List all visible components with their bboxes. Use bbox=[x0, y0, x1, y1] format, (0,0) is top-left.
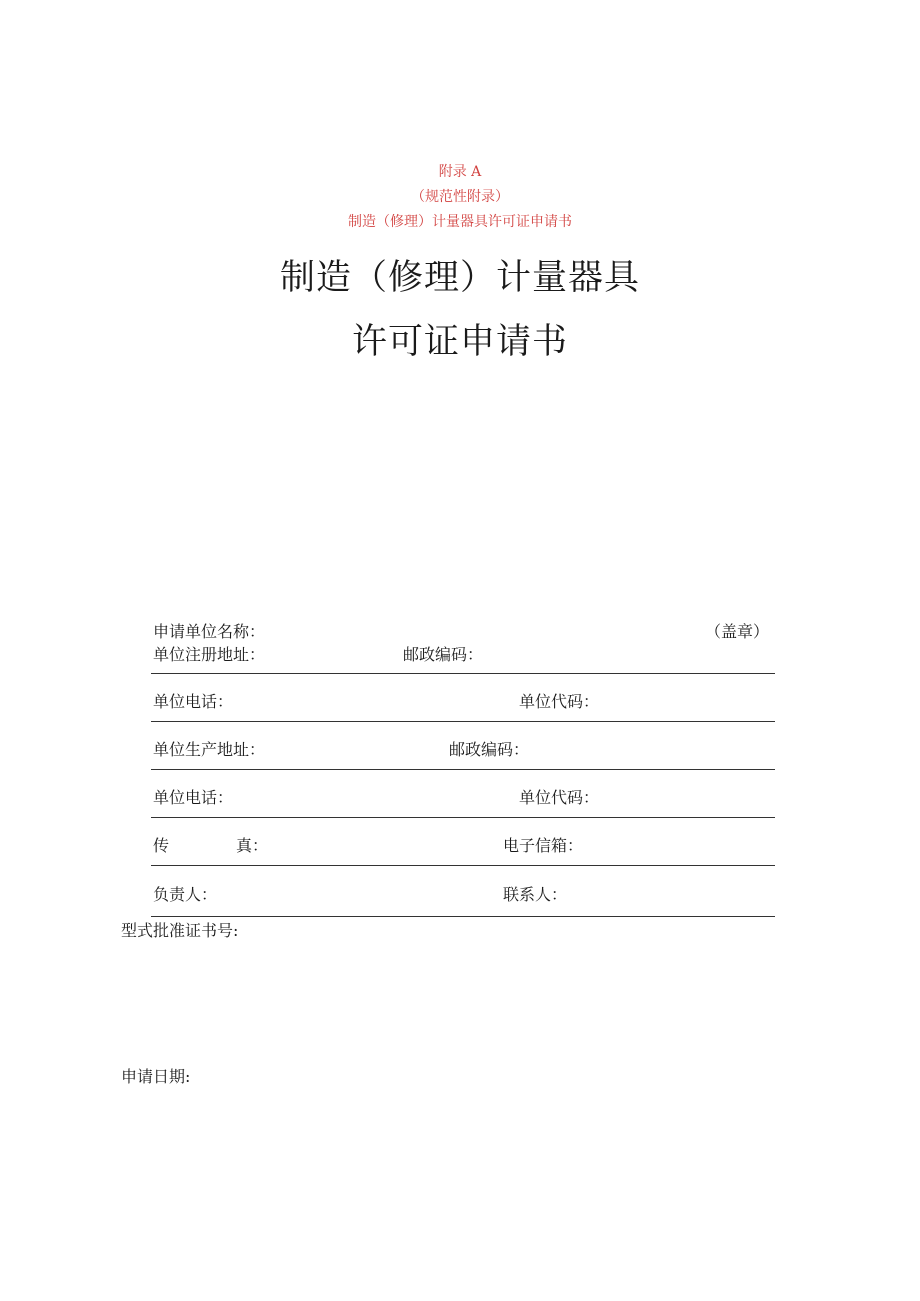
appendix-label: 附录 A bbox=[438, 164, 482, 180]
form-divider bbox=[151, 817, 775, 818]
postal-code-label: 邮政编码： bbox=[449, 740, 530, 759]
form-divider bbox=[151, 916, 775, 917]
document-subtitle: 制造（修理）计量器具许可证申请书 bbox=[348, 214, 572, 230]
org-code-label: 单位代码： bbox=[519, 788, 600, 807]
fax-label-suffix: 真： bbox=[236, 836, 269, 855]
contact-person-label: 联系人： bbox=[503, 885, 568, 904]
form-divider bbox=[151, 769, 775, 770]
form-divider bbox=[151, 865, 775, 866]
person-in-charge-label: 负责人： bbox=[153, 885, 218, 904]
form-divider bbox=[151, 721, 775, 722]
application-date-label: 申请日期: bbox=[121, 1067, 191, 1086]
applicant-name-label: 申请单位名称： bbox=[153, 622, 266, 641]
seal-label: （盖章） bbox=[705, 622, 770, 641]
org-code-label: 单位代码： bbox=[519, 692, 600, 711]
type-approval-number-label: 型式批准证书号: bbox=[121, 921, 239, 940]
phone-label: 单位电话： bbox=[153, 788, 234, 807]
fax-label-char: 传 bbox=[153, 836, 170, 855]
phone-label: 单位电话： bbox=[153, 692, 234, 711]
normative-label: （规范性附录） bbox=[411, 189, 509, 205]
postal-code-label: 邮政编码： bbox=[403, 645, 484, 664]
page-title-line1: 制造（修理）计量器具 bbox=[279, 258, 640, 298]
form-divider bbox=[151, 673, 775, 674]
page-title-line2: 许可证申请书 bbox=[351, 322, 568, 362]
production-address-label: 单位生产地址： bbox=[153, 740, 266, 759]
email-label: 电子信箱： bbox=[503, 836, 584, 855]
registered-address-label: 单位注册地址： bbox=[153, 645, 266, 664]
